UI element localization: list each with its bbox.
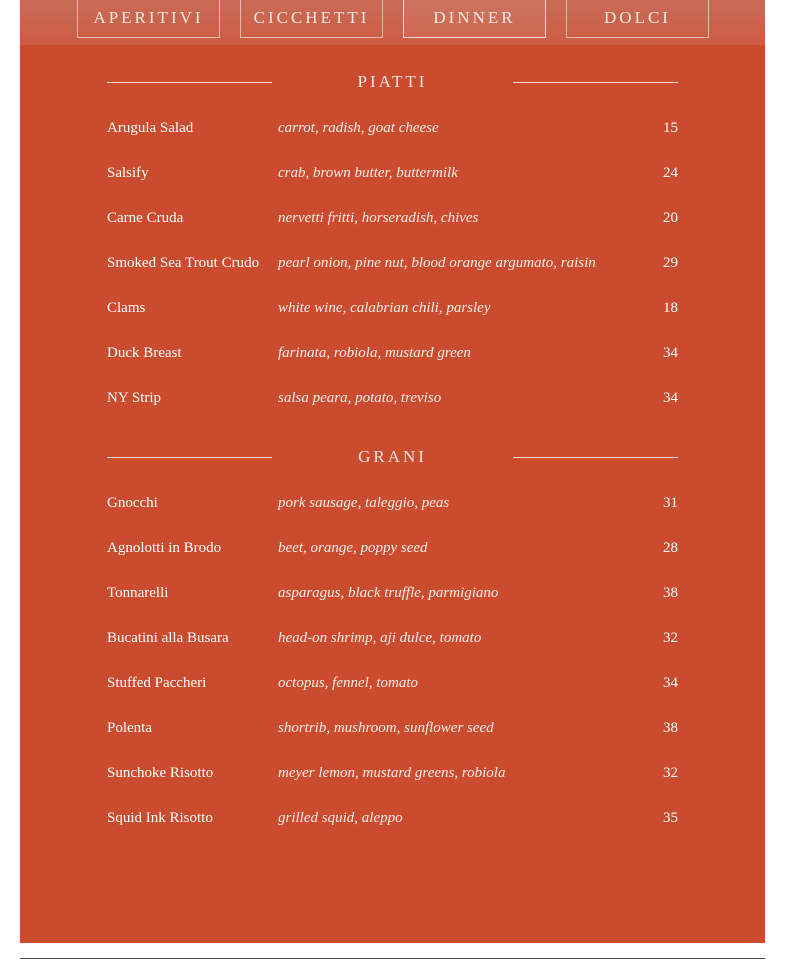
dish-name: Polenta: [107, 720, 152, 736]
dish-price: 15: [663, 120, 678, 136]
dish-name: NY Strip: [107, 390, 162, 406]
divider: [513, 457, 678, 458]
dish-name: Gnocchi: [107, 495, 158, 511]
menu-item: [107, 808, 678, 828]
dish-name: Bucatini alla Busara: [107, 630, 229, 646]
menu-item: [107, 673, 678, 693]
dish-price: 31: [663, 495, 678, 511]
menu-panel: [20, 0, 765, 943]
menu-item: [107, 253, 678, 273]
dish-name: Sunchoke Risotto: [107, 765, 214, 781]
dish-price: 32: [663, 765, 678, 781]
dish-name: Salsify: [107, 165, 149, 181]
dish-name: Stuffed Paccheri: [107, 675, 207, 691]
dish-description: meyer lemon, mustard greens, robiola: [278, 765, 506, 781]
dish-description: pearl onion, pine nut, blood orange argumato, raisin: [278, 255, 596, 271]
menu-item: [107, 118, 678, 138]
page-divider: [20, 958, 765, 959]
menu-item: [107, 298, 678, 318]
menu-tab-bar: [20, 0, 765, 45]
divider: [513, 82, 678, 83]
tab-dinner[interactable]: DINNER: [403, 0, 546, 38]
menu-item: [107, 493, 678, 513]
dish-description: pork sausage, taleggio, peas: [278, 495, 450, 511]
menu-item: [107, 718, 678, 738]
dish-name: Agnolotti in Brodo: [107, 540, 222, 556]
menu-item: [107, 388, 678, 408]
dish-name: Tonnarelli: [107, 585, 169, 601]
dish-price: 35: [663, 810, 678, 826]
dish-price: 34: [663, 390, 678, 406]
dish-name: Clams: [107, 300, 146, 316]
dish-name: Arugula Salad: [107, 120, 194, 136]
section-title: PIATTI: [357, 72, 428, 91]
menu-item: [107, 628, 678, 648]
dish-description: head-on shrimp, aji dulce, tomato: [278, 630, 482, 646]
dish-description: asparagus, black truffle, parmigiano: [278, 585, 499, 601]
dish-price: 18: [663, 300, 678, 316]
dish-price: 20: [663, 210, 678, 226]
dish-description: crab, brown butter, buttermilk: [278, 165, 458, 181]
dish-name: Smoked Sea Trout Crudo: [107, 255, 260, 271]
dish-name: Squid Ink Risotto: [107, 810, 213, 826]
section-title: GRANI: [358, 447, 427, 466]
dish-price: 24: [663, 165, 678, 181]
tab-cicchetti[interactable]: CICCHETTI: [240, 0, 383, 38]
dish-description: white wine, calabrian chili, parsley: [278, 300, 491, 316]
dish-price: 34: [663, 675, 678, 691]
section-header-piatti: [107, 70, 678, 94]
tab-dolci[interactable]: DOLCI: [566, 0, 709, 38]
dish-description: nervetti fritti, horseradish, chives: [278, 210, 479, 226]
dish-description: farinata, robiola, mustard green: [278, 345, 471, 361]
dish-price: 32: [663, 630, 678, 646]
dish-description: carrot, radish, goat cheese: [278, 120, 439, 136]
dish-name: Duck Breast: [107, 345, 182, 361]
dish-price: 38: [663, 720, 678, 736]
menu-item: [107, 208, 678, 228]
dish-price: 29: [663, 255, 678, 271]
dish-description: salsa peara, potato, treviso: [278, 390, 442, 406]
dish-description: shortrib, mushroom, sunflower seed: [278, 720, 494, 736]
dish-description: beet, orange, poppy seed: [278, 540, 428, 556]
menu-item: [107, 763, 678, 783]
dish-price: 28: [663, 540, 678, 556]
menu-item: [107, 343, 678, 363]
dish-description: octopus, fennel, tomato: [278, 675, 418, 691]
menu-item: [107, 583, 678, 603]
section-header-grani: [107, 445, 678, 469]
dish-price: 34: [663, 345, 678, 361]
dish-description: grilled squid, aleppo: [278, 810, 403, 826]
dish-name: Carne Cruda: [107, 210, 184, 226]
menu-item: [107, 163, 678, 183]
dish-price: 38: [663, 585, 678, 601]
tab-aperitivi[interactable]: APERITIVI: [77, 0, 220, 38]
menu-item: [107, 538, 678, 558]
